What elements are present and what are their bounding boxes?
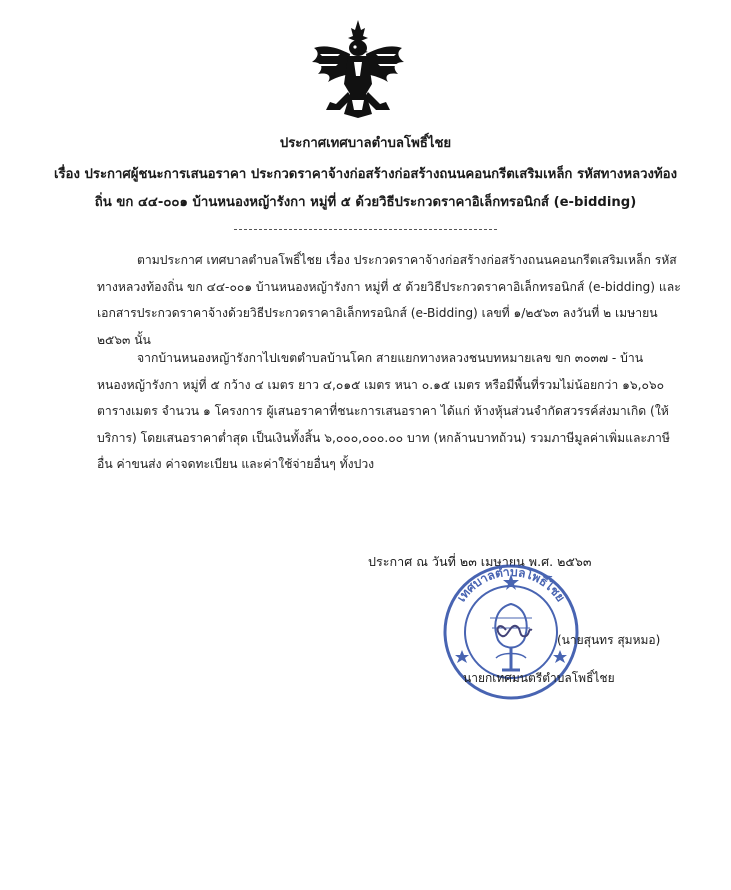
paragraph-line: อื่น ค่าขนส่ง ค่าจดทะเบียน และค่าใช้จ่ายอื่นๆ ทั้งปวง: [97, 457, 375, 471]
paragraph-line: ตามประกาศ เทศบาลตำบลโพธิ์ไชย เรื่อง ประกวดราคาจ้างก่อสร้างก่อสร้างถนนคอนกรีตเสริมเหล็ก รหัส: [137, 253, 677, 267]
paragraph-line: ทางหลวงท้องถิ่น ขก ๔๔-๐๐๑ บ้านหนองหญ้ารังกา หมู่ที่ ๕ ด้วยวิธีประกวดราคาอิเล็กทรอนิกส์ (e-bidding) และ: [97, 279, 681, 294]
paragraph-line: บริการ) โดยเสนอราคาต่ำสุด เป็นเงินทั้งสิ้น ๖,๐๐๐,๐๐๐.๐๐ บาท (หกล้านบาทถ้วน) รวมภาษีมูลค่าเพิ่มและภาษี: [97, 430, 670, 445]
body-paragraph-1: [97, 247, 691, 353]
garuda-emblem-icon: [310, 18, 406, 120]
seal-text: เทศบาลตำบลโพธิ์ไชย: [454, 564, 568, 605]
signer-position: นายกเทศมนตรีตำบลโพธิ์ไชย: [463, 671, 615, 685]
signer-name: (นายสุนทร สุมหมอ): [557, 633, 661, 647]
section-divider: [234, 229, 497, 230]
subject-line: เรื่อง ประกาศผู้ชนะการเสนอราคา ประกวดราคาจ้างก่อสร้างก่อสร้างถนนคอนกรีตเสริมเหล็ก รหัสทางหลวงท้อง: [53, 167, 678, 182]
announcement-title: ประกาศเทศบาลตำบลโพธิ์ไชย: [279, 136, 452, 151]
signature-date: ประกาศ ณ วันที่ ๒๓ เมษายน พ.ศ. ๒๕๖๓: [368, 554, 592, 569]
paragraph-line: หนองหญ้ารังกา หมู่ที่ ๕ กว้าง ๔ เมตร ยาว ๔,๐๑๕ เมตร หนา ๐.๑๕ เมตร หรือมีพื้นที่รวมไม่น้อยกว่า ๑๖,๐๖๐: [97, 377, 665, 392]
paragraph-line: ตารางเมตร จำนวน ๑ โครงการ ผู้เสนอราคาที่ชนะการเสนอราคา ได้แก่ ห้างหุ้นส่วนจำกัดสวรรค์ส่งมาเกิด (ให้: [97, 404, 669, 418]
subject-line: ถิ่น ขก ๔๔-๐๐๑ บ้านหนองหญ้ารังกา หมู่ที่ ๕ ด้วยวิธีประกวดราคาอิเล็กทรอนิกส์ (e-bidding): [94, 195, 637, 210]
announcement-subject: [10, 161, 721, 217]
body-paragraph-2: [97, 345, 691, 478]
paragraph-line: เอกสารประกวดราคาจ้างด้วยวิธีประกวดราคาอิเล็กทรอนิกส์ (e-Bidding) เลขที่ ๑/๒๕๖๓ ลงวันที่ ๒ เมษายน: [97, 306, 658, 320]
paragraph-line: จากบ้านหนองหญ้ารังกาไปเขตตำบลบ้านโคก สายแยกทางหลวงชนบทหมายเลข ขก ๓๐๓๗ - บ้าน: [137, 351, 644, 365]
paragraph-line: ๒๕๖๓ นั้น: [97, 332, 151, 347]
